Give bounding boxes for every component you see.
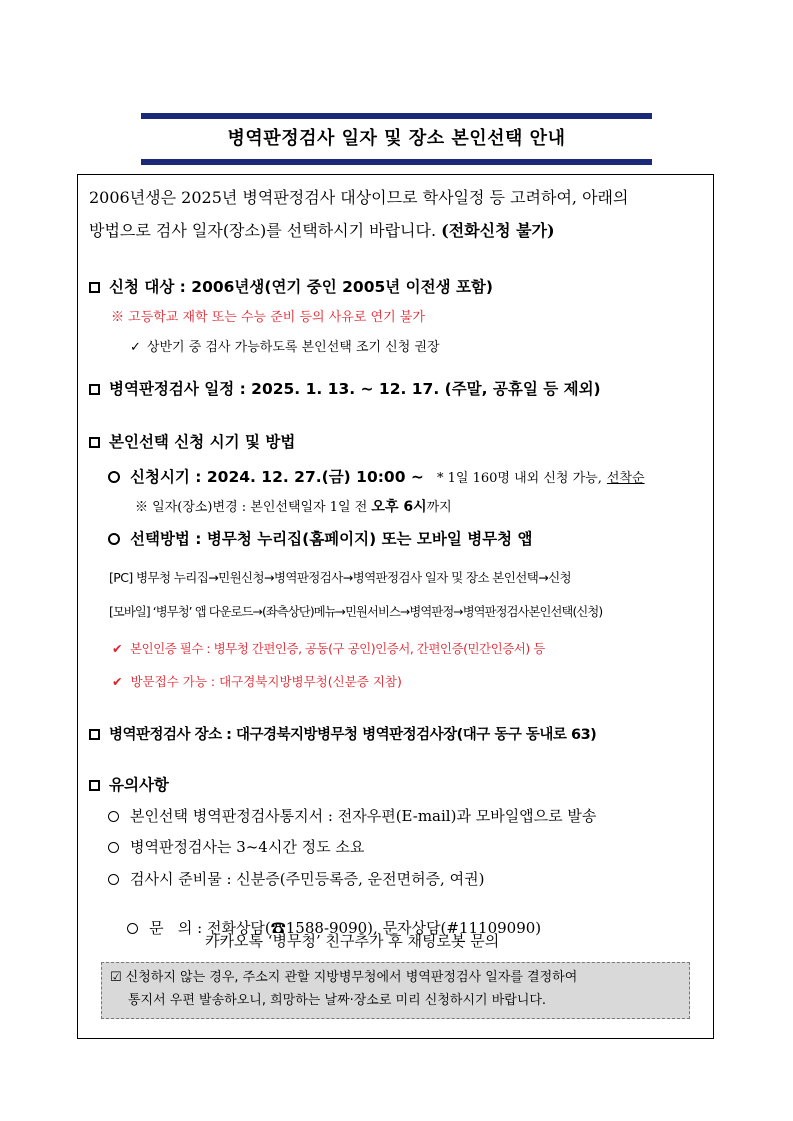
notes-item-text: 검사시 준비물 : 신분증(주민등록증, 운전면허증, 여권)	[130, 870, 485, 888]
target-check-row	[130, 336, 440, 355]
when-note: * 1일 160명 내외 신청 가능,	[436, 471, 602, 486]
square-bullet-icon	[89, 780, 100, 791]
circle-bullet-icon	[108, 874, 119, 885]
kakao-line: 카카오톡 ‘병무청’ 친구추가 후 채팅로봇 문의	[205, 932, 500, 950]
red-check-icon: ✔	[112, 674, 123, 689]
square-bullet-icon	[89, 729, 100, 740]
footer-line-1	[110, 966, 681, 989]
content-box	[77, 174, 714, 1039]
change-post: 까지	[426, 500, 452, 515]
auth-text: 본인인증 필수 : 병무청 간편인증, 공동(구 공인)인증서, 간편인증(민간인증서) 등	[129, 641, 545, 656]
change-row	[135, 496, 452, 516]
footer-line-2: 통지서 우편 발송하오니, 희망하는 날짜·장소로 미리 신청하시기 바랍니다.	[128, 993, 547, 1008]
circle-bullet-icon	[108, 842, 119, 853]
target-heading-row	[89, 275, 493, 297]
when-row	[108, 465, 645, 487]
circle-bullet-icon	[127, 923, 138, 934]
footer-line-1-text: 신청하지 않는 경우, 주소지 관할 지방병무청에서 병역판정검사 일자를 결정하여	[125, 970, 578, 985]
notes-item-text: 본인선택 병역판정검사통지서 : 전자우편(E-mail)과 모바일앱으로 발송	[130, 807, 597, 825]
target-red-note: ※ 고등학교 재학 또는 수능 준비 등의 사유로 연기 불가	[111, 310, 425, 325]
how-label: 선택방법 : 병무청 누리집(홈페이지) 또는 모바일 병무청 앱	[130, 530, 533, 548]
place-heading: 병역판정검사 장소 : 대구경북지방병무청 병역판정검사장(대구 동구 동내로 63)	[109, 727, 597, 743]
notes-item-text: 문 의 : 전화상담(☎1588-9090), 문자상담(#11109090)	[149, 919, 542, 937]
notes-item	[108, 868, 484, 889]
method-heading-row	[89, 430, 295, 452]
how-row	[108, 527, 533, 549]
place-heading-row	[89, 723, 596, 744]
visit-row	[112, 672, 402, 690]
square-bullet-icon	[89, 437, 100, 448]
check-icon: ✓	[130, 340, 141, 355]
schedule-heading-row	[89, 377, 601, 399]
notes-heading-row	[89, 773, 169, 795]
method-heading: 본인선택 신청 시기 및 방법	[109, 433, 296, 451]
when-label: 신청시기 : 2024. 12. 27.(금) 10:00 ~	[130, 468, 424, 486]
change-time: 오후 6시	[371, 499, 427, 515]
square-bullet-icon	[89, 282, 100, 293]
intro-line-2	[89, 218, 555, 241]
target-check-text: 상반기 중 검사 가능하도록 본인선택 조기 신청 권장	[146, 340, 440, 355]
title-bottom-bar	[141, 159, 652, 165]
circle-bullet-icon	[108, 471, 120, 483]
page-title: 병역판정검사 일자 및 장소 본인선택 안내	[227, 128, 566, 149]
visit-text: 방문접수 가능 : 대구경북지방병무청(신분증 지참)	[130, 674, 402, 689]
intro-line-1: 2006년생은 2025년 병역판정검사 대상이므로 학사일정 등 고려하여, 아래의	[89, 188, 629, 207]
red-check-icon: ✔	[112, 641, 122, 656]
first-come-label: 선착순	[606, 471, 645, 486]
mobile-path: [모바일] ‘병무청’ 앱 다운로드→(좌측상단)메뉴→민원서비스→병역판정→병역판정검사본인선택(신청)	[109, 605, 603, 619]
notes-item	[108, 836, 364, 857]
notes-item	[108, 805, 596, 826]
pc-path: [PC] 병무청 누리집→민원신청→병역판정검사→병역판정검사 일자 및 장소 본인선택→신청	[109, 570, 572, 585]
footer-notice	[101, 962, 690, 1019]
no-phone-notice: (전화신청 불가)	[441, 221, 555, 240]
auth-row	[112, 639, 545, 657]
square-bullet-icon	[89, 384, 100, 395]
notes-heading: 유의사항	[109, 776, 169, 794]
circle-bullet-icon	[108, 811, 119, 822]
title-block	[141, 113, 652, 165]
intro-line-2-text: 방법으로 검사 일자(장소)를 선택하시기 바랍니다.	[89, 221, 437, 240]
change-text: ※ 일자(장소)변경 : 본인선택일자 1일 전	[135, 500, 368, 515]
circle-bullet-icon	[108, 533, 120, 545]
target-heading: 신청 대상 : 2006년생(연기 중인 2005년 이전생 포함)	[109, 278, 493, 296]
checkbox-icon: ☑	[110, 970, 122, 985]
notes-item-text: 병역판정검사는 3~4시간 정도 소요	[130, 838, 365, 856]
schedule-heading: 병역판정검사 일정 : 2025. 1. 13. ~ 12. 17. (주말, 공휴일 등 제외)	[109, 380, 601, 398]
